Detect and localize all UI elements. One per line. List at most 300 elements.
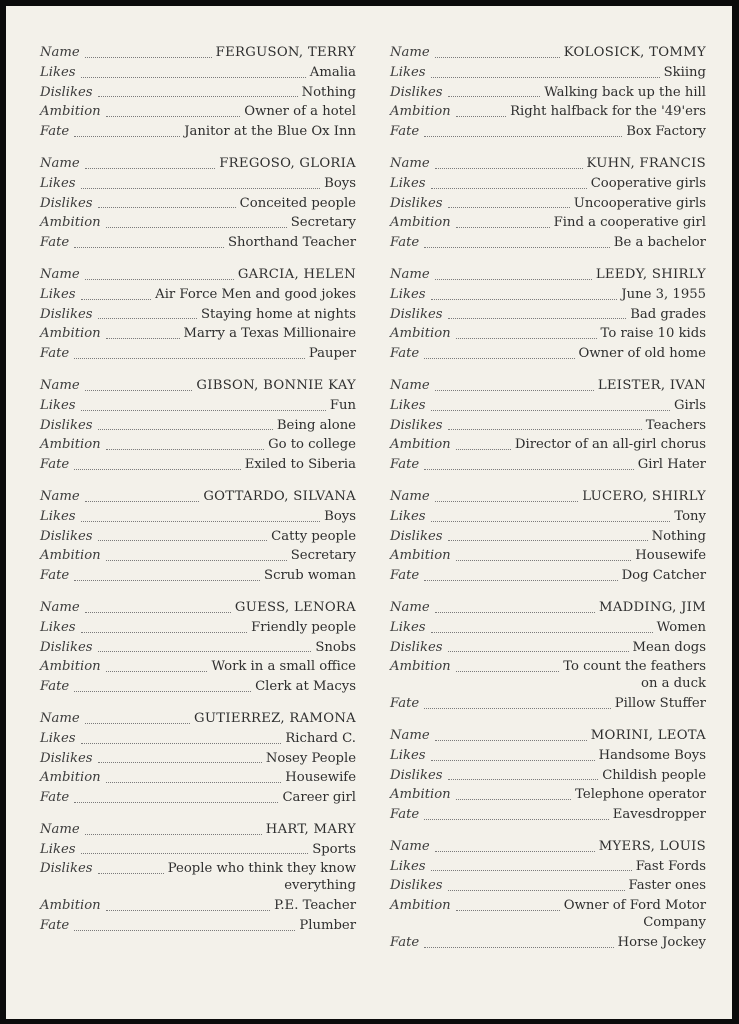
dot-leader bbox=[448, 890, 625, 891]
student-entry bbox=[390, 43, 706, 142]
ambition-label: Ambition bbox=[390, 215, 451, 231]
ambition-row bbox=[40, 546, 356, 566]
name-row bbox=[390, 598, 706, 618]
likes-value: Women bbox=[656, 619, 706, 635]
likes-row bbox=[40, 618, 356, 638]
name-row bbox=[40, 598, 356, 618]
ambition-value: Secretary bbox=[290, 215, 356, 231]
ambition-value: Marry a Texas Millionaire bbox=[183, 326, 356, 342]
name-row bbox=[390, 726, 706, 746]
fate-value: Exiled to Siberia bbox=[244, 457, 356, 473]
dot-leader bbox=[98, 540, 268, 541]
ambition-value: Work in a small office bbox=[211, 659, 356, 675]
dot-leader bbox=[424, 136, 622, 137]
ambition-row bbox=[390, 546, 706, 566]
name-label: Name bbox=[390, 727, 430, 743]
ambition-row bbox=[390, 435, 706, 455]
dot-leader bbox=[456, 910, 560, 911]
dot-leader bbox=[81, 743, 282, 744]
ambition-row bbox=[40, 768, 356, 788]
dot-leader bbox=[74, 580, 260, 581]
dot-leader bbox=[424, 247, 610, 248]
fate-label: Fate bbox=[40, 235, 70, 251]
student-name: GUTIERREZ, RAMONA bbox=[193, 710, 356, 726]
fate-label: Fate bbox=[390, 457, 420, 473]
fate-label: Fate bbox=[40, 124, 70, 140]
name-label: Name bbox=[390, 599, 430, 615]
dot-leader bbox=[424, 358, 574, 359]
fate-value: Scrub woman bbox=[264, 568, 356, 584]
dislikes-label: Dislikes bbox=[40, 306, 93, 322]
fate-value: Box Factory bbox=[626, 124, 706, 140]
dot-leader bbox=[106, 338, 180, 339]
likes-value: Amalia bbox=[309, 64, 356, 80]
fate-row bbox=[390, 805, 706, 825]
student-entry bbox=[40, 487, 356, 586]
ambition-value: Find a cooperative girl bbox=[553, 215, 706, 231]
dot-leader bbox=[85, 279, 234, 280]
likes-value: Girls bbox=[673, 397, 706, 413]
dislikes-row bbox=[40, 749, 356, 769]
likes-label: Likes bbox=[40, 841, 76, 857]
fate-label: Fate bbox=[390, 124, 420, 140]
fate-label: Fate bbox=[40, 457, 70, 473]
student-name: GUESS, LENORA bbox=[234, 599, 356, 615]
ambition-label: Ambition bbox=[390, 437, 451, 453]
ambition-row bbox=[40, 102, 356, 122]
likes-value: Friendly people bbox=[251, 619, 356, 635]
name-row bbox=[40, 43, 356, 63]
dot-leader bbox=[456, 671, 560, 672]
name-row bbox=[390, 376, 706, 396]
name-row bbox=[390, 43, 706, 63]
dot-leader bbox=[74, 930, 295, 931]
fate-value: Be a bachelor bbox=[613, 235, 706, 251]
dot-leader bbox=[85, 57, 212, 58]
dot-leader bbox=[81, 853, 309, 854]
likes-label: Likes bbox=[40, 730, 76, 746]
dislikes-label: Dislikes bbox=[390, 417, 443, 433]
fate-label: Fate bbox=[390, 935, 420, 951]
fate-value: Girl Hater bbox=[637, 457, 706, 473]
fate-row bbox=[390, 455, 706, 475]
name-label: Name bbox=[40, 155, 80, 171]
dislikes-value: Walking back up the hill bbox=[544, 84, 706, 100]
dot-leader bbox=[85, 612, 231, 613]
dot-leader bbox=[431, 77, 660, 78]
ambition-row bbox=[390, 657, 706, 677]
dot-leader bbox=[106, 782, 282, 783]
likes-row bbox=[390, 174, 706, 194]
ambition-value: Owner of a hotel bbox=[244, 104, 356, 120]
ambition-row bbox=[40, 657, 356, 677]
dot-leader bbox=[456, 116, 506, 117]
fate-row bbox=[390, 233, 706, 253]
name-label: Name bbox=[40, 488, 80, 504]
dislikes-value-continued: everything bbox=[284, 878, 356, 894]
dot-leader bbox=[106, 116, 241, 117]
dislikes-row bbox=[40, 638, 356, 658]
student-entry bbox=[40, 43, 356, 142]
student-entry bbox=[40, 598, 356, 697]
dot-leader bbox=[98, 318, 197, 319]
student-name: HART, MARY bbox=[265, 821, 356, 837]
ambition-value: Right halfback for the '49'ers bbox=[510, 104, 706, 120]
dot-leader bbox=[85, 168, 216, 169]
dislikes-row bbox=[40, 859, 356, 879]
name-label: Name bbox=[40, 377, 80, 393]
dislikes-row bbox=[390, 527, 706, 547]
likes-value: Sports bbox=[312, 841, 356, 857]
name-label: Name bbox=[390, 838, 430, 854]
student-entry bbox=[390, 376, 706, 475]
fate-row bbox=[40, 122, 356, 142]
ambition-label: Ambition bbox=[40, 104, 101, 120]
dot-leader bbox=[435, 612, 595, 613]
dot-leader bbox=[81, 77, 306, 78]
name-row bbox=[40, 820, 356, 840]
likes-label: Likes bbox=[40, 397, 76, 413]
dislikes-label: Dislikes bbox=[390, 767, 443, 783]
dislikes-value: Conceited people bbox=[239, 195, 356, 211]
dot-leader bbox=[85, 390, 193, 391]
likes-row bbox=[390, 618, 706, 638]
dot-leader bbox=[431, 410, 670, 411]
likes-value: Fast Fords bbox=[635, 858, 706, 874]
student-entry bbox=[40, 265, 356, 364]
dislikes-label: Dislikes bbox=[40, 417, 93, 433]
dot-leader bbox=[81, 188, 321, 189]
dislikes-label: Dislikes bbox=[390, 639, 443, 655]
dot-leader bbox=[81, 521, 321, 522]
name-label: Name bbox=[40, 45, 80, 60]
dot-leader bbox=[98, 873, 164, 874]
likes-value: Fun bbox=[329, 397, 356, 413]
fate-value: Shorthand Teacher bbox=[228, 235, 356, 251]
fate-value: Plumber bbox=[299, 918, 356, 934]
fate-row bbox=[390, 344, 706, 364]
dislikes-row bbox=[390, 83, 706, 103]
dot-leader bbox=[448, 779, 599, 780]
likes-row bbox=[40, 729, 356, 749]
name-row bbox=[40, 265, 356, 285]
name-row bbox=[40, 376, 356, 396]
student-entry bbox=[390, 265, 706, 364]
dislikes-row bbox=[390, 416, 706, 436]
fate-row bbox=[40, 916, 356, 936]
ambition-value: Owner of Ford Motor bbox=[563, 898, 706, 914]
dot-leader bbox=[98, 429, 273, 430]
student-name: MADDING, JIM bbox=[599, 599, 706, 615]
dislikes-value: Uncooperative girls bbox=[573, 195, 706, 211]
dot-leader bbox=[424, 580, 617, 581]
ambition-value: Go to college bbox=[268, 437, 356, 453]
name-label: Name bbox=[390, 377, 430, 393]
dot-leader bbox=[431, 299, 618, 300]
fate-label: Fate bbox=[390, 696, 420, 712]
name-row bbox=[390, 837, 706, 857]
ambition-row bbox=[390, 896, 706, 916]
ambition-label: Ambition bbox=[40, 215, 101, 231]
likes-label: Likes bbox=[40, 64, 76, 80]
dot-leader bbox=[435, 740, 587, 741]
likes-label: Likes bbox=[390, 747, 426, 763]
student-entry bbox=[390, 726, 706, 825]
dot-leader bbox=[456, 227, 550, 228]
dislikes-label: Dislikes bbox=[40, 750, 93, 766]
dot-leader bbox=[106, 910, 271, 911]
fate-value: Dog Catcher bbox=[621, 568, 706, 584]
likes-row bbox=[390, 63, 706, 83]
dot-leader bbox=[431, 870, 632, 871]
dot-leader bbox=[431, 760, 595, 761]
likes-row bbox=[40, 285, 356, 305]
fate-row bbox=[40, 233, 356, 253]
fate-value: Career girl bbox=[282, 790, 356, 806]
dislikes-row bbox=[390, 876, 706, 896]
dislikes-row bbox=[390, 766, 706, 786]
dot-leader bbox=[85, 501, 200, 502]
dislikes-value: Staying home at nights bbox=[201, 306, 356, 322]
likes-row bbox=[390, 746, 706, 766]
yearbook-page bbox=[6, 6, 732, 1019]
likes-value: Handsome Boys bbox=[598, 747, 706, 763]
name-label: Name bbox=[390, 266, 430, 282]
likes-row bbox=[390, 857, 706, 877]
likes-label: Likes bbox=[390, 64, 426, 80]
likes-label: Likes bbox=[390, 619, 426, 635]
dislikes-value: People who think they know bbox=[167, 861, 356, 877]
student-name: LEEDY, SHIRLY bbox=[595, 266, 706, 282]
student-name: GIBSON, BONNIE KAY bbox=[196, 377, 356, 393]
ambition-row bbox=[40, 896, 356, 916]
likes-label: Likes bbox=[390, 858, 426, 874]
ambition-label: Ambition bbox=[40, 548, 101, 564]
dot-leader bbox=[74, 802, 278, 803]
fate-value: Clerk at Macys bbox=[255, 679, 356, 695]
dot-leader bbox=[74, 691, 251, 692]
dot-leader bbox=[98, 207, 236, 208]
dot-leader bbox=[456, 449, 511, 450]
dot-leader bbox=[435, 501, 579, 502]
dislikes-row bbox=[40, 416, 356, 436]
ambition-value: Director of an all-girl chorus bbox=[514, 437, 706, 453]
dot-leader bbox=[435, 57, 560, 58]
student-entry bbox=[40, 709, 356, 808]
dislikes-value: Faster ones bbox=[628, 878, 706, 894]
fate-row bbox=[390, 694, 706, 714]
dot-leader bbox=[448, 318, 627, 319]
student-entry bbox=[390, 487, 706, 586]
student-entry bbox=[40, 820, 356, 936]
ambition-row bbox=[390, 102, 706, 122]
dot-leader bbox=[74, 469, 241, 470]
ambition-label: Ambition bbox=[390, 548, 451, 564]
student-name: KUHN, FRANCIS bbox=[586, 155, 706, 171]
likes-label: Likes bbox=[40, 175, 76, 191]
fate-label: Fate bbox=[390, 807, 420, 823]
student-name: MORINI, LEOTA bbox=[590, 727, 706, 743]
likes-label: Likes bbox=[390, 175, 426, 191]
dot-leader bbox=[431, 632, 653, 633]
dot-leader bbox=[424, 469, 634, 470]
dislikes-row bbox=[390, 638, 706, 658]
fate-row bbox=[40, 566, 356, 586]
ambition-label: Ambition bbox=[390, 659, 451, 675]
student-entry bbox=[390, 598, 706, 714]
dislikes-label: Dislikes bbox=[40, 861, 93, 877]
likes-row bbox=[40, 840, 356, 860]
name-row bbox=[390, 265, 706, 285]
fate-value: Janitor at the Blue Ox Inn bbox=[184, 124, 356, 140]
dot-leader bbox=[435, 168, 583, 169]
dot-leader bbox=[448, 540, 648, 541]
likes-label: Likes bbox=[40, 286, 76, 302]
likes-label: Likes bbox=[40, 619, 76, 635]
dot-leader bbox=[435, 279, 592, 280]
dot-leader bbox=[81, 410, 326, 411]
fate-value: Pauper bbox=[308, 346, 356, 362]
ambition-label: Ambition bbox=[390, 104, 451, 120]
dot-leader bbox=[74, 247, 224, 248]
dislikes-label: Dislikes bbox=[40, 528, 93, 544]
dislikes-label: Dislikes bbox=[40, 195, 93, 211]
ambition-label: Ambition bbox=[40, 437, 101, 453]
ambition-value: P.E. Teacher bbox=[274, 898, 356, 914]
ambition-value: Telephone operator bbox=[575, 787, 706, 803]
dot-leader bbox=[98, 96, 298, 97]
dislikes-row bbox=[390, 305, 706, 325]
student-name: GARCIA, HELEN bbox=[237, 266, 356, 282]
ambition-row bbox=[390, 785, 706, 805]
name-label: Name bbox=[40, 266, 80, 282]
fate-label: Fate bbox=[40, 346, 70, 362]
likes-value: Skiing bbox=[663, 64, 706, 80]
dot-leader bbox=[81, 632, 248, 633]
student-name: LEISTER, IVAN bbox=[597, 377, 706, 393]
likes-row bbox=[390, 285, 706, 305]
likes-row bbox=[390, 507, 706, 527]
dislikes-value: Nothing bbox=[301, 84, 356, 100]
likes-row bbox=[40, 396, 356, 416]
likes-value: June 3, 1955 bbox=[621, 286, 706, 302]
student-name: GOTTARDO, SILVANA bbox=[203, 488, 356, 504]
likes-label: Likes bbox=[390, 397, 426, 413]
fate-value: Owner of old home bbox=[578, 346, 706, 362]
name-label: Name bbox=[40, 710, 80, 726]
ambition-label: Ambition bbox=[390, 787, 451, 803]
dislikes-value: Childish people bbox=[602, 767, 706, 783]
dot-leader bbox=[98, 762, 262, 763]
likes-label: Likes bbox=[40, 508, 76, 524]
name-label: Name bbox=[40, 821, 80, 837]
dot-leader bbox=[448, 207, 570, 208]
dislikes-row bbox=[40, 83, 356, 103]
ambition-value: To count the feathers bbox=[563, 659, 706, 675]
ambition-value: Housewife bbox=[285, 770, 356, 786]
name-row bbox=[40, 487, 356, 507]
dot-leader bbox=[424, 708, 611, 709]
fate-label: Fate bbox=[40, 679, 70, 695]
dot-leader bbox=[424, 819, 609, 820]
dot-leader bbox=[98, 651, 312, 652]
ambition-label: Ambition bbox=[390, 326, 451, 342]
ambition-row bbox=[40, 435, 356, 455]
fate-label: Fate bbox=[40, 790, 70, 806]
fate-value: Horse Jockey bbox=[617, 935, 706, 951]
fate-label: Fate bbox=[40, 568, 70, 584]
fate-label: Fate bbox=[390, 235, 420, 251]
dot-leader bbox=[431, 188, 587, 189]
name-row bbox=[40, 154, 356, 174]
ambition-row bbox=[390, 213, 706, 233]
dot-leader bbox=[435, 851, 595, 852]
ambition-row bbox=[40, 213, 356, 233]
fate-row bbox=[390, 122, 706, 142]
likes-value: Air Force Men and good jokes bbox=[155, 286, 356, 302]
ambition-value-continued: Company bbox=[643, 915, 706, 931]
left-column bbox=[40, 43, 356, 948]
student-name: LUCERO, SHIRLY bbox=[582, 488, 706, 504]
fate-row bbox=[40, 344, 356, 364]
name-label: Name bbox=[390, 488, 430, 504]
ambition-label: Ambition bbox=[390, 898, 451, 914]
ambition-row bbox=[40, 324, 356, 344]
ambition-row bbox=[390, 324, 706, 344]
fate-label: Fate bbox=[390, 568, 420, 584]
dislikes-label: Dislikes bbox=[390, 84, 443, 100]
student-entry bbox=[40, 376, 356, 475]
dot-leader bbox=[456, 799, 572, 800]
fate-row bbox=[40, 677, 356, 697]
name-label: Name bbox=[390, 45, 430, 60]
dislikes-value: Mean dogs bbox=[632, 639, 706, 655]
ambition-label: Ambition bbox=[40, 770, 101, 786]
dislikes-label: Dislikes bbox=[390, 195, 443, 211]
dot-leader bbox=[431, 521, 671, 522]
dislikes-row bbox=[40, 194, 356, 214]
likes-row bbox=[390, 396, 706, 416]
student-name: FREGOSO, GLORIA bbox=[219, 155, 356, 171]
dislikes-value: Nosey People bbox=[265, 750, 356, 766]
fate-row bbox=[40, 455, 356, 475]
name-row bbox=[390, 154, 706, 174]
name-row bbox=[390, 487, 706, 507]
dislikes-value: Being alone bbox=[276, 417, 356, 433]
fate-value: Eavesdropper bbox=[612, 807, 706, 823]
student-name: MYERS, LOUIS bbox=[598, 838, 706, 854]
dot-leader bbox=[448, 651, 629, 652]
likes-value: Richard C. bbox=[285, 730, 356, 746]
dot-leader bbox=[424, 947, 613, 948]
ambition-label: Ambition bbox=[40, 326, 101, 342]
dislikes-row bbox=[40, 305, 356, 325]
dislikes-label: Dislikes bbox=[390, 528, 443, 544]
ambition-value: Secretary bbox=[290, 548, 356, 564]
likes-label: Likes bbox=[390, 508, 426, 524]
fate-value: Pillow Stuffer bbox=[614, 696, 706, 712]
dot-leader bbox=[85, 834, 262, 835]
dot-leader bbox=[85, 723, 190, 724]
likes-value: Cooperative girls bbox=[590, 175, 706, 191]
dislikes-label: Dislikes bbox=[40, 639, 93, 655]
student-entry bbox=[40, 154, 356, 253]
student-name: KOLOSICK, TOMMY bbox=[563, 45, 706, 60]
fate-row bbox=[40, 788, 356, 808]
likes-value: Boys bbox=[324, 175, 356, 191]
ambition-value: To raise 10 kids bbox=[600, 326, 706, 342]
dot-leader bbox=[74, 358, 305, 359]
